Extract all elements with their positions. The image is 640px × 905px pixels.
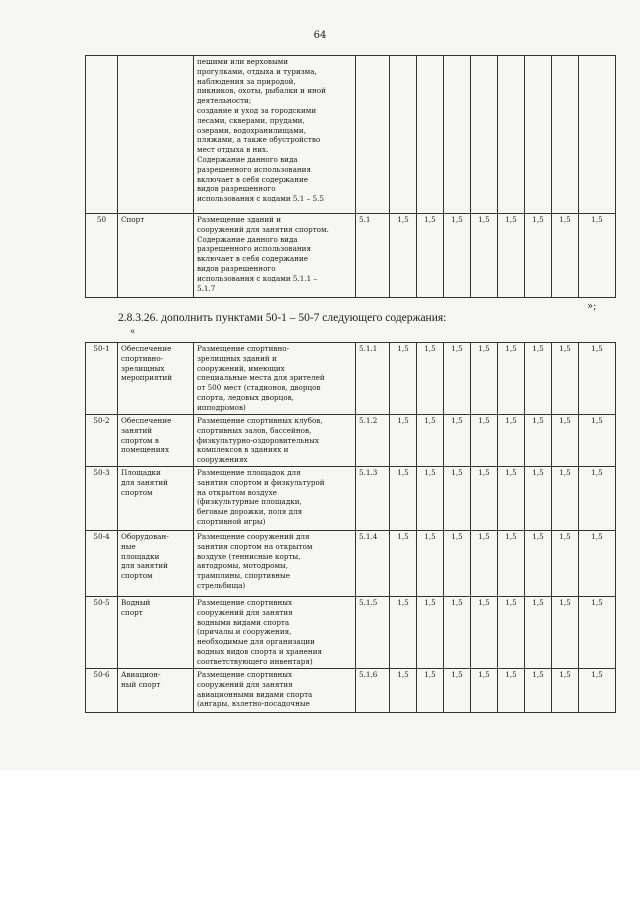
use-code-cell: 5.1.4 bbox=[356, 531, 390, 597]
section-heading: 2.8.3.26. дополнить пунктами 50-1 – 50-7 следующего содержания: bbox=[118, 312, 447, 324]
coefficient-cell: 1,5 bbox=[579, 467, 616, 531]
coefficient-cell: 1,5 bbox=[390, 343, 417, 415]
coefficient-cell: 1,5 bbox=[444, 531, 471, 597]
coefficient-cell: 1,5 bbox=[471, 669, 498, 713]
coefficient-cell: 1,5 bbox=[390, 467, 417, 531]
use-description-cell: Размещение спортивных сооружений для занятия водными видами спорта (причалы и сооружения, необходимые для организации водных видов спорта и хранения соответствующего инвентаря) bbox=[194, 597, 356, 669]
coefficient-cell: 1,5 bbox=[444, 669, 471, 713]
table-row bbox=[86, 343, 616, 415]
coefficient-cell: 1,5 bbox=[525, 214, 552, 298]
row-number-cell bbox=[86, 56, 118, 214]
land-use-table-bottom bbox=[85, 342, 616, 713]
coefficient-cell: 1,5 bbox=[390, 597, 417, 669]
use-description-cell: пешими или верховыми прогулками, отдыха и туризма, наблюдения за природой, пикников, охоты, рыбалки и иной деятельности; создание и уход за городскими лесами, скверами, прудами, озерами, водохранилищами, пляжами, а также обустройство мест отдыха в них. Содержание данного вида разрешенного использования включает в себя содержание видов разрешенного использования с кодами 5.1 – 5.5 bbox=[194, 56, 356, 214]
coefficient-cell: 1,5 bbox=[471, 415, 498, 467]
coefficient-cell: 1,5 bbox=[471, 214, 498, 298]
coefficient-cell: 1,5 bbox=[498, 214, 525, 298]
coefficient-cell bbox=[579, 56, 616, 214]
table-row bbox=[86, 415, 616, 467]
coefficient-cell: 1,5 bbox=[579, 415, 616, 467]
coefficient-cell: 1,5 bbox=[498, 415, 525, 467]
use-name-cell: Оборудован- ные площадки для занятий спортом bbox=[118, 531, 194, 597]
use-description-cell: Размещение площадок для занятия спортом и физкультурой на открытом воздухе (физкультурные площадки, беговые дорожки, поля для спортивной игры) bbox=[194, 467, 356, 531]
row-number-cell: 50-5 bbox=[86, 597, 118, 669]
coefficient-cell: 1,5 bbox=[417, 669, 444, 713]
coefficient-cell: 1,5 bbox=[579, 669, 616, 713]
coefficient-cell: 1,5 bbox=[444, 597, 471, 669]
coefficient-cell: 1,5 bbox=[498, 343, 525, 415]
row-number-cell: 50 bbox=[86, 214, 118, 298]
coefficient-cell: 1,5 bbox=[552, 669, 579, 713]
coefficient-cell: 1,5 bbox=[417, 531, 444, 597]
closing-quote-mark: »; bbox=[587, 301, 597, 312]
table-row bbox=[86, 531, 616, 597]
coefficient-cell: 1,5 bbox=[417, 214, 444, 298]
coefficient-cell: 1,5 bbox=[552, 343, 579, 415]
coefficient-cell: 1,5 bbox=[552, 415, 579, 467]
coefficient-cell: 1,5 bbox=[579, 597, 616, 669]
coefficient-cell: 1,5 bbox=[471, 343, 498, 415]
opening-quote-mark: « bbox=[130, 327, 136, 337]
use-name-cell: Площадки для занятий спортом bbox=[118, 467, 194, 531]
coefficient-cell: 1,5 bbox=[525, 531, 552, 597]
coefficient-cell: 1,5 bbox=[471, 531, 498, 597]
coefficient-cell: 1,5 bbox=[552, 467, 579, 531]
coefficient-cell: 1,5 bbox=[525, 343, 552, 415]
coefficient-cell: 1,5 bbox=[525, 669, 552, 713]
table-row bbox=[86, 597, 616, 669]
coefficient-cell: 1,5 bbox=[552, 531, 579, 597]
coefficient-cell: 1,5 bbox=[444, 415, 471, 467]
coefficient-cell bbox=[444, 56, 471, 214]
use-name-cell: Обеспечение спортивно- зрелищных мероприятий bbox=[118, 343, 194, 415]
row-number-cell: 50-4 bbox=[86, 531, 118, 597]
coefficient-cell: 1,5 bbox=[498, 669, 525, 713]
use-code-cell: 5.1 bbox=[356, 214, 390, 298]
table-row bbox=[86, 467, 616, 531]
coefficient-cell: 1,5 bbox=[579, 343, 616, 415]
use-code-cell bbox=[356, 56, 390, 214]
coefficient-cell: 1,5 bbox=[579, 214, 616, 298]
coefficient-cell: 1,5 bbox=[498, 597, 525, 669]
use-name-cell: Водный спорт bbox=[118, 597, 194, 669]
row-number-cell: 50-6 bbox=[86, 669, 118, 713]
coefficient-cell: 1,5 bbox=[390, 669, 417, 713]
coefficient-cell: 1,5 bbox=[444, 343, 471, 415]
land-use-table-top bbox=[85, 55, 616, 298]
row-number-cell: 50-1 bbox=[86, 343, 118, 415]
coefficient-cell: 1,5 bbox=[498, 531, 525, 597]
coefficient-cell: 1,5 bbox=[471, 467, 498, 531]
coefficient-cell: 1,5 bbox=[525, 597, 552, 669]
use-description-cell: Размещение сооружений для занятия спортом на открытом воздухе (теннисные корты, автодромы, мотодромы, трамплины, спортивные стрельбища) bbox=[194, 531, 356, 597]
coefficient-cell: 1,5 bbox=[417, 415, 444, 467]
coefficient-cell: 1,5 bbox=[417, 597, 444, 669]
row-number-cell: 50-2 bbox=[86, 415, 118, 467]
coefficient-cell: 1,5 bbox=[579, 531, 616, 597]
coefficient-cell: 1,5 bbox=[471, 597, 498, 669]
coefficient-cell: 1,5 bbox=[525, 467, 552, 531]
use-name-cell bbox=[118, 56, 194, 214]
table-row bbox=[86, 669, 616, 713]
table-row bbox=[86, 56, 616, 214]
coefficient-cell bbox=[552, 56, 579, 214]
use-name-cell: Авиацион- ный спорт bbox=[118, 669, 194, 713]
coefficient-cell: 1,5 bbox=[552, 597, 579, 669]
coefficient-cell bbox=[525, 56, 552, 214]
use-code-cell: 5.1.2 bbox=[356, 415, 390, 467]
coefficient-cell: 1,5 bbox=[390, 415, 417, 467]
page-number: 64 bbox=[313, 30, 327, 41]
coefficient-cell: 1,5 bbox=[525, 415, 552, 467]
coefficient-cell: 1,5 bbox=[390, 531, 417, 597]
use-name-cell: Спорт bbox=[118, 214, 194, 298]
use-description-cell: Размещение спортивных клубов, спортивных залов, бассейнов, физкультурно-оздоровительных комплексов в зданиях и сооружениях bbox=[194, 415, 356, 467]
use-code-cell: 5.1.5 bbox=[356, 597, 390, 669]
coefficient-cell bbox=[471, 56, 498, 214]
use-code-cell: 5.1.3 bbox=[356, 467, 390, 531]
coefficient-cell: 1,5 bbox=[444, 214, 471, 298]
use-name-cell: Обеспечение занятий спортом в помещениях bbox=[118, 415, 194, 467]
row-number-cell: 50-3 bbox=[86, 467, 118, 531]
use-description-cell: Размещение спортивно- зрелищных зданий и сооружений, имеющих специальные места для зрителей от 500 мест (стадионов, дворцов спорта, ледовых дворцов, ипподромов) bbox=[194, 343, 356, 415]
coefficient-cell bbox=[498, 56, 525, 214]
coefficient-cell: 1,5 bbox=[498, 467, 525, 531]
coefficient-cell bbox=[390, 56, 417, 214]
table-row bbox=[86, 214, 616, 298]
use-code-cell: 5.1.1 bbox=[356, 343, 390, 415]
coefficient-cell: 1,5 bbox=[417, 343, 444, 415]
use-description-cell: Размещение спортивных сооружений для занятия авиационными видами спорта (ангары, взлетно-посадочные bbox=[194, 669, 356, 713]
coefficient-cell: 1,5 bbox=[390, 214, 417, 298]
coefficient-cell: 1,5 bbox=[444, 467, 471, 531]
use-description-cell: Размещение зданий и сооружений для занятия спортом. Содержание данного вида разрешенного использования включает в себя содержание видов разрешенного использования с кодами 5.1.1 – 5.1.7 bbox=[194, 214, 356, 298]
coefficient-cell bbox=[417, 56, 444, 214]
use-code-cell: 5.1.6 bbox=[356, 669, 390, 713]
coefficient-cell: 1,5 bbox=[552, 214, 579, 298]
coefficient-cell: 1,5 bbox=[417, 467, 444, 531]
